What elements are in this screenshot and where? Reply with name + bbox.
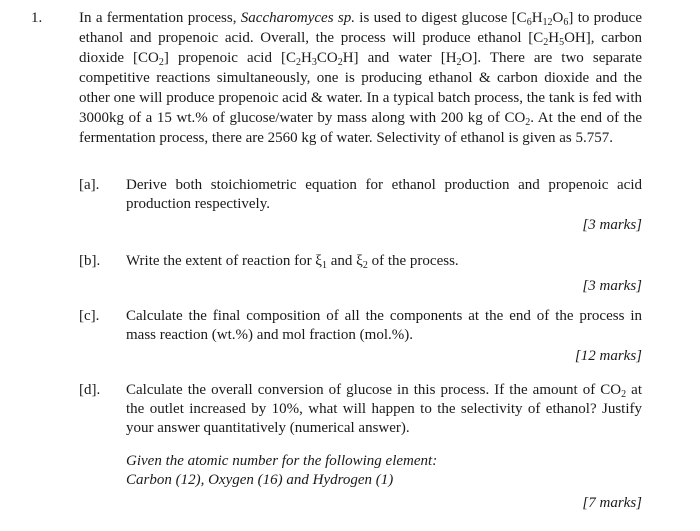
part-c-marks: [12 marks]	[574, 348, 642, 364]
question-intro: In a fermentation process, Saccharomyces sp. is used to digest glucose $[C_6H_{12}O_6]$ to produce ethanol and propenoic acid. Overall, the process will produce ethanol $[C_2H_5OH]$, carbon dioxide $[CO_2]$ propenoic acid $[C_2H_3CO_2H]$ and water $[H_2O]$. There are two separate competitive reactions simultaneously, one is producing ethanol & carbon dioxide and the other one will produce propenoic acid & water. In a typical batch process, the tank is fed with 3000kg of a 15 wt.% of glucose/water by mass along with 200 kg of $CO_2$. At the end of the fermentation process, there are 2560 kg of water. Selectivity of ethanol is given as 5.757.	[79, 10, 642, 146]
given-line-1: Given the atomic number for the following element:	[126, 453, 438, 469]
part-d	[79, 381, 642, 513]
part-a	[79, 176, 642, 235]
given-note	[126, 452, 642, 490]
part-b	[79, 252, 642, 296]
part-b-label: [b].	[79, 253, 101, 269]
part-d-text: Calculate the overall conversion of glucose in this process. If the amount of $CO_2$ at the outlet increased by 10%, what will happen to the selectivity of ethanol? Justify your answer quantitatively (numerical answer).	[126, 382, 642, 436]
given-line-2: Carbon (12), Oxygen (16) and Hydrogen (1)	[126, 472, 394, 488]
part-c	[79, 307, 642, 366]
question-number: 1.	[31, 10, 43, 26]
part-a-marks: [3 marks]	[582, 217, 642, 233]
part-b-text: Write the extent of reaction for $\xi_1$ and $\xi_2$ of the process.	[126, 253, 459, 271]
part-b-marks: [3 marks]	[582, 278, 642, 294]
part-a-label: [a].	[79, 177, 100, 193]
part-d-label: [d].	[79, 382, 101, 398]
part-d-marks: [7 marks]	[582, 495, 642, 511]
part-a-text: Derive both stoichiometric equation for ethanol production and propenoic acid production respectively.	[126, 177, 642, 212]
part-c-text: Calculate the final composition of all the components at the end of the process in mass reaction (wt.%) and mol fraction (mol.%).	[126, 308, 642, 343]
organism-name: Saccharomyces sp.	[240, 10, 355, 26]
part-c-label: [c].	[79, 308, 100, 324]
